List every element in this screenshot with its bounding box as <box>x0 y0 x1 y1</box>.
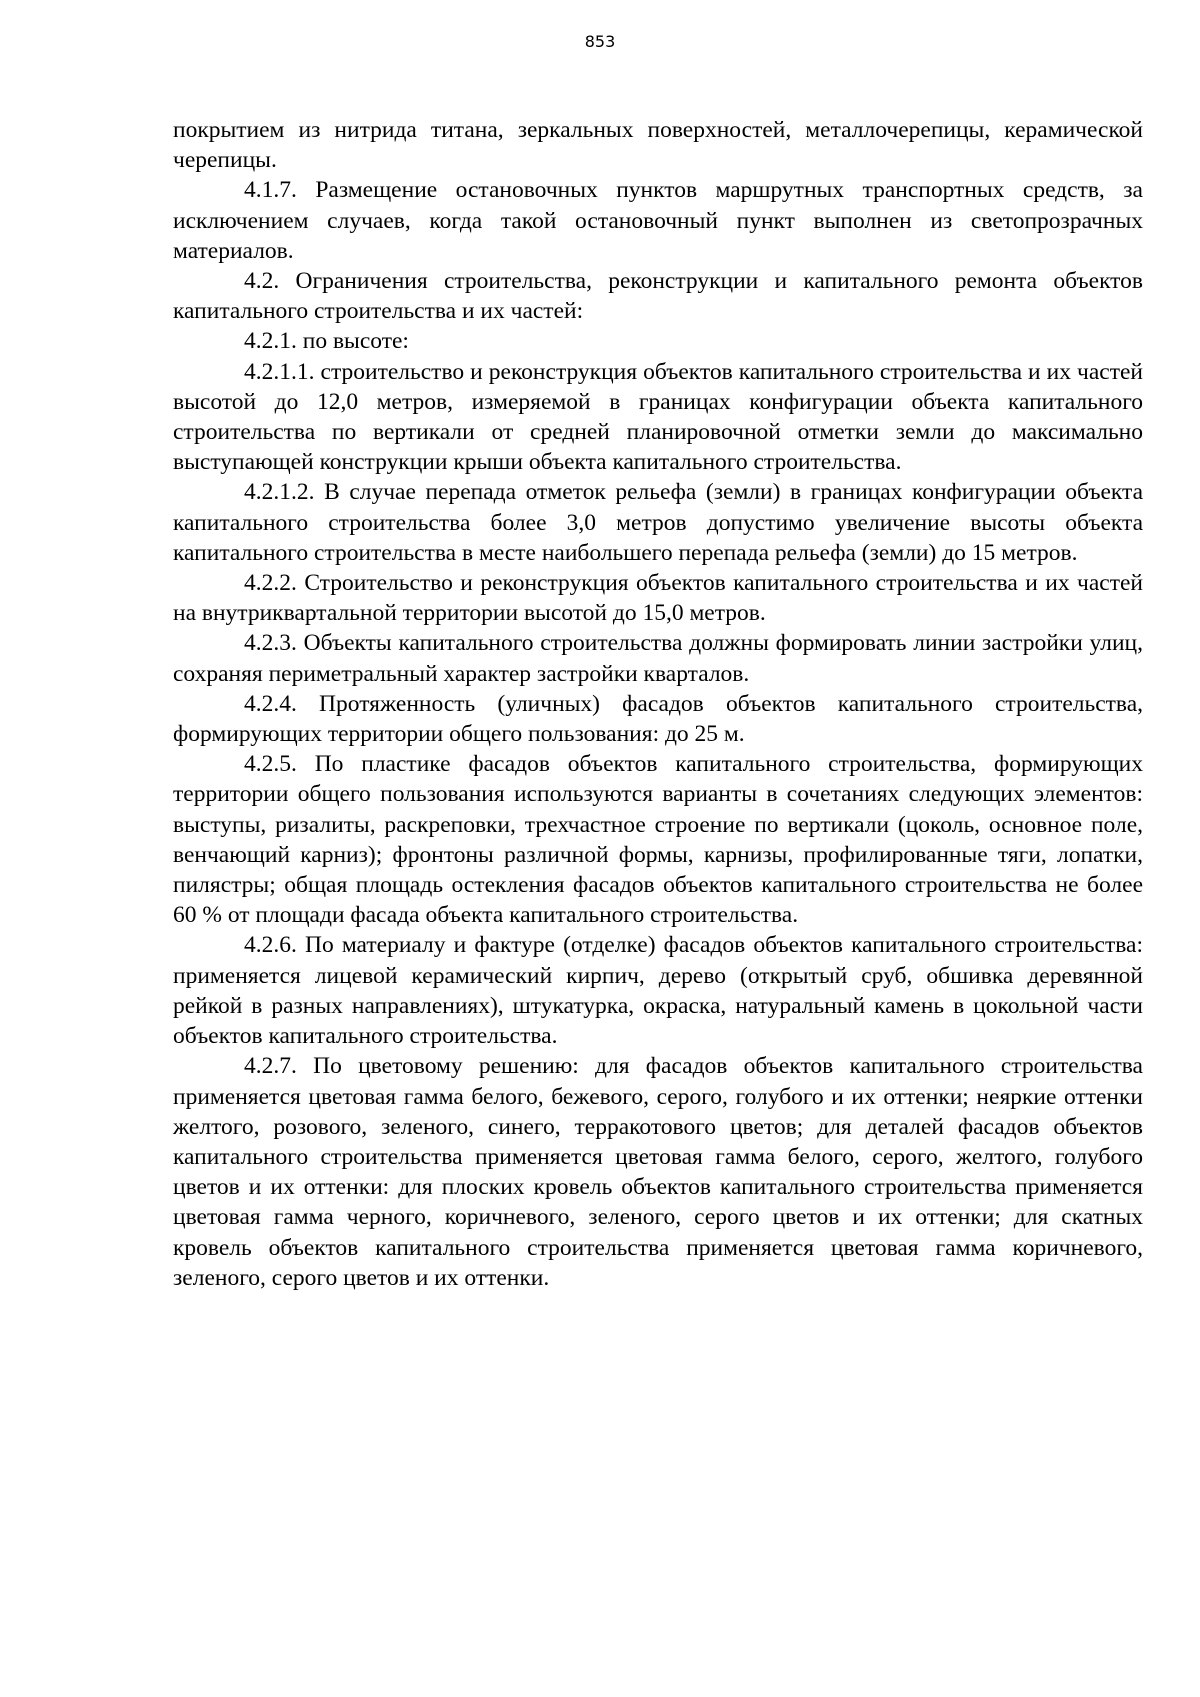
paragraph-4-2-1-2: 4.2.1.2. В случае перепада отметок рельефа (земли) в границах конфигурации объекта капитального строительства более 3,0 метров допустимо увеличение высоты объекта капитального строительства в месте наибольшего перепада рельефа (земли) до 15 метров. <box>173 479 1143 566</box>
paragraph-4-2-3: 4.2.3. Объекты капитального строительства должны формировать линии застройки улиц, сохраняя периметральный характер застройки кварталов. <box>173 630 1143 687</box>
paragraph-4-2-1: 4.2.1. по высоте: <box>244 328 409 355</box>
paragraph-4-2-5: 4.2.5. По пластике фасадов объектов капитального строительства, формирующих территории общего пользования используются варианты в сочетаниях следующих элементов: выступы, ризалиты, раскреповки, трехчастное строение по вертикали (цоколь, основное поле, венчающий карниз); фронтоны различной формы, карнизы, профилированные тяги, лопатки, пилястры; общая площадь остекления фасадов объектов капитального строительства не более 60 % от площади фасада объекта капитального строительства. <box>173 751 1143 929</box>
paragraph-4-2: 4.2. Ограничения строительства, реконструкции и капитального ремонта объектов капитального строительства и их частей: <box>173 268 1143 325</box>
paragraph-4-2-6: 4.2.6. По материалу и фактуре (отделке) фасадов объектов капитального строительства: применяется лицевой керамический кирпич, дерево (открытый сруб, обшивка деревянной рейкой в разных направлениях), штукатурка, окраска, натуральный камень в цокольной части объектов капитального строительства. <box>173 932 1143 1050</box>
paragraph-4-2-2: 4.2.2. Строительство и реконструкция объектов капитального строительства и их частей на внутриквартальной территории высотой до 15,0 метров. <box>173 570 1143 627</box>
document-body <box>173 115 1143 1293</box>
paragraph-4-2-1-1: 4.2.1.1. строительство и реконструкция объектов капитального строительства и их частей высотой до 12,0 метров, измеряемой в границах конфигурации объекта капитального строительства по вертикали от средней планировочной отметки земли до максимально выступающей конструкции крыши объекта капитального строительства. <box>173 358 1143 476</box>
paragraph-continuation: покрытием из нитрида титана, зеркальных поверхностей, металлочерепицы, керамической черепицы. <box>173 117 1143 174</box>
paragraph-4-1-7: 4.1.7. Размещение остановочных пунктов маршрутных транспортных средств, за исключением случаев, когда такой остановочный пункт выполнен из светопрозрачных материалов. <box>173 177 1143 264</box>
paragraph-4-2-4: 4.2.4. Протяженность (уличных) фасадов объектов капитального строительства, формирующих территории общего пользования: до 25 м. <box>173 690 1143 748</box>
paragraph-4-2-7: 4.2.7. По цветовому решению: для фасадов объектов капитального строительства применяется цветовая гамма белого, бежевого, серого, голубого и их оттенки; неяркие оттенки желтого, розового, зеленого, синего, терракотового цветов; для деталей фасадов объектов капитального строительства применяется цветовая гамма белого, серого, желтого, голубого цветов и их оттенки: для плоских кровель объектов капитального строительства применяется цветовая гамма черного, коричневого, зеленого, серого цветов и их оттенки; для скатных кровель объектов капитального строительства применяется цветовая гамма коричневого, зеленого, серого цветов и их оттенки. <box>173 1053 1143 1291</box>
page-number: 853 <box>584 32 616 51</box>
